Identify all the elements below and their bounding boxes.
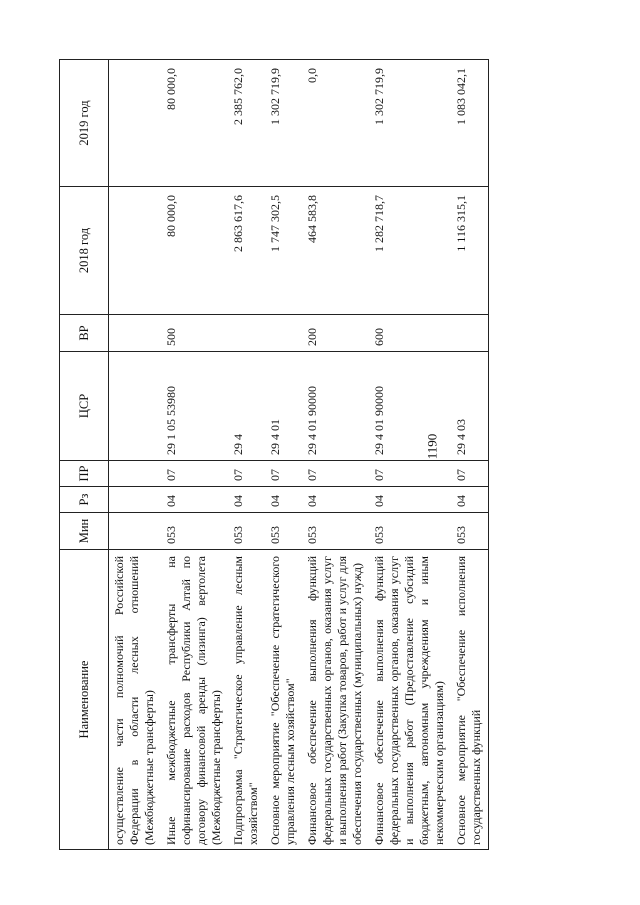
row-2019: 1 302 719,9: [369, 60, 451, 187]
row-csr: 29 4: [228, 352, 265, 461]
row-min: 053: [265, 513, 302, 550]
row-pr: 07: [228, 461, 265, 487]
rotated-page: [59, 60, 604, 850]
row-2018: 1 116 315,1: [451, 187, 489, 315]
row-2019: 80 000,0: [161, 60, 228, 187]
row-pr: 07: [161, 461, 228, 487]
table-row: [109, 60, 162, 850]
row-name: Финансовое обеспечение выполнения функций федеральных государственных органов, оказания услуг и выполнения работ (Закупка товаров, работ и услуг для обеспечения государственных (муниципальных) нужд): [302, 550, 369, 850]
col-header-vr: ВР: [60, 315, 109, 352]
row-2018: [109, 187, 162, 315]
page-number: 1190: [424, 433, 440, 460]
row-csr: 29 4 03: [451, 352, 489, 461]
row-pr: 07: [369, 461, 451, 487]
row-2019: 2 385 762,0: [228, 60, 265, 187]
row-csr: 29 4 01 90000: [302, 352, 369, 461]
row-rz: 04: [369, 487, 451, 513]
row-rz: 04: [228, 487, 265, 513]
row-min: 053: [161, 513, 228, 550]
row-min: 053: [302, 513, 369, 550]
row-min: 053: [228, 513, 265, 550]
row-2019: 0,0: [302, 60, 369, 187]
row-pr: [109, 461, 162, 487]
row-pr: 07: [265, 461, 302, 487]
table-row: [302, 60, 369, 850]
row-vr: 600: [369, 315, 451, 352]
row-2018: 2 863 617,6: [228, 187, 265, 315]
table-row: [265, 60, 302, 850]
table-header-row: [60, 60, 109, 850]
col-header-2019: 2019 год: [60, 60, 109, 187]
row-csr: 29 4 01: [265, 352, 302, 461]
col-header-csr: ЦСР: [60, 352, 109, 461]
row-2019: 1 302 719,9: [265, 60, 302, 187]
row-name: Основное мероприятие "Обеспечение стратегического управления лесным хозяйством": [265, 550, 302, 850]
row-name: Подпрограмма "Стратегическое управление лесным хозяйством": [228, 550, 265, 850]
row-pr: 07: [451, 461, 489, 487]
row-csr: [109, 352, 162, 461]
row-2018: 80 000,0: [161, 187, 228, 315]
row-name: Иные межбюджетные трансферты на софинансирование расходов Республики Алтай по договору финансовой аренды (лизинга) вертолета (Межбюджетные трансферты): [161, 550, 228, 850]
col-header-rz: Рз: [60, 487, 109, 513]
row-vr: [228, 315, 265, 352]
row-min: 053: [369, 513, 451, 550]
row-csr: 29 4 01 90000: [369, 352, 451, 461]
budget-table: [59, 59, 489, 850]
row-min: 053: [451, 513, 489, 550]
row-2018: 1 282 718,7: [369, 187, 451, 315]
row-vr: 200: [302, 315, 369, 352]
row-min: [109, 513, 162, 550]
row-2019: 1 083 042,1: [451, 60, 489, 187]
row-vr: [451, 315, 489, 352]
row-name: осуществление части полномочий Российской Федерации в области лесных отношений (Межбюджетные трансферты): [109, 550, 162, 850]
table-row: [369, 60, 451, 850]
row-vr: [109, 315, 162, 352]
row-vr: 500: [161, 315, 228, 352]
row-vr: [265, 315, 302, 352]
col-header-2018: 2018 год: [60, 187, 109, 315]
row-2018: 464 583,8: [302, 187, 369, 315]
row-name: Основное мероприятие "Обеспечение исполнения государственных функций: [451, 550, 489, 850]
row-pr: 07: [302, 461, 369, 487]
col-header-name: Наименование: [60, 550, 109, 850]
row-rz: 04: [451, 487, 489, 513]
table-row: [161, 60, 228, 850]
col-header-min: Мин: [60, 513, 109, 550]
row-csr: 29 1 05 53980: [161, 352, 228, 461]
row-name: Финансовое обеспечение выполнения функций федеральных государственных органов, оказания услуг и выполнения работ (Предоставление субсидий бюджетным, автономным учреждениям и иным некоммерческим организациям): [369, 550, 451, 850]
col-header-pr: ПР: [60, 461, 109, 487]
row-rz: [109, 487, 162, 513]
row-2019: [109, 60, 162, 187]
row-rz: 04: [161, 487, 228, 513]
row-2018: 1 747 302,5: [265, 187, 302, 315]
table-row: [228, 60, 265, 850]
row-rz: 04: [265, 487, 302, 513]
row-rz: 04: [302, 487, 369, 513]
table-row: [451, 60, 489, 850]
